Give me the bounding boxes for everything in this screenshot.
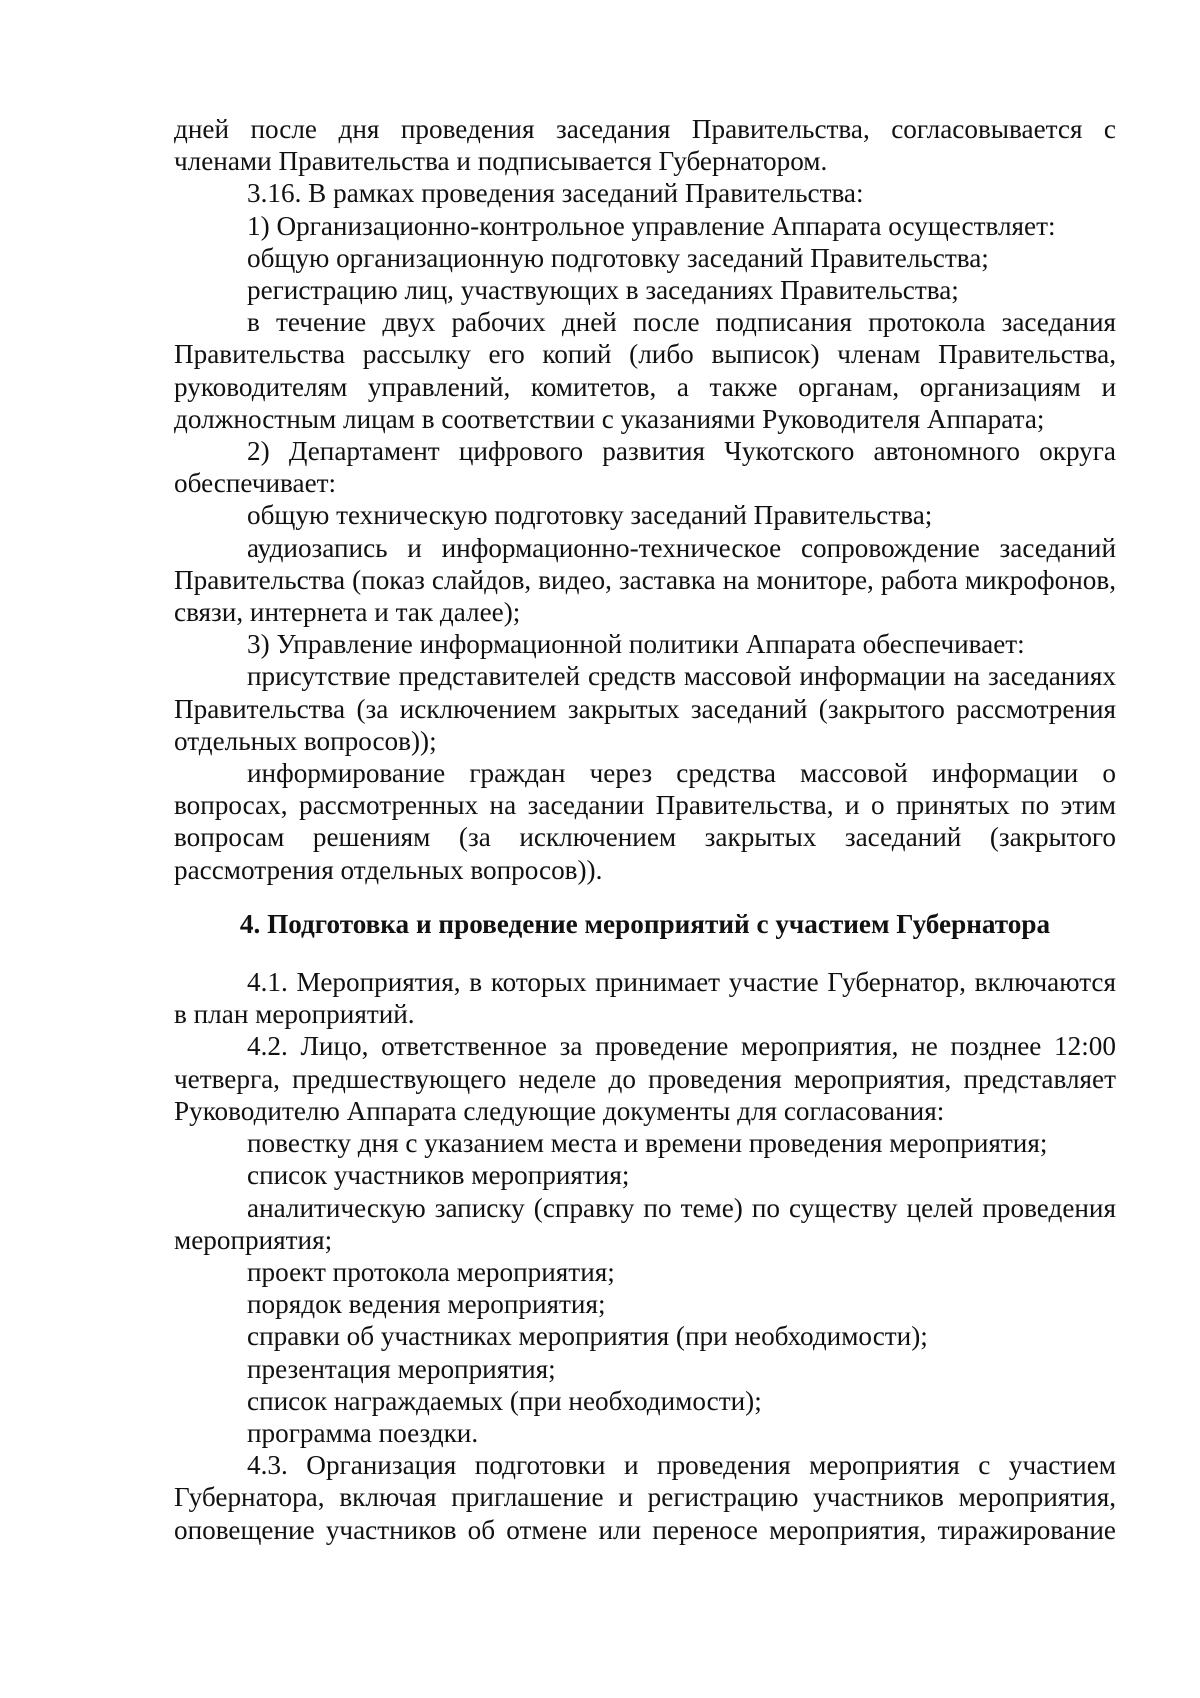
list-item-procedure: порядок ведения мероприятия;	[247, 1289, 606, 1320]
paragraph-item-3-b: информирование граждан через средства массовой информации о вопросах, рассмотренных на заседании Правительства, и о принятых по этим вопросам решениям (за исключением закрытых заседаний (закрытого рассмотрения отдельных вопросов)).	[174, 758, 1116, 885]
paragraph-item-3-a: присутствие представителей средств массовой информации на заседаниях Правительства (за исключением закрытых заседаний (закрытого рассмотрения отдельных вопросов));	[174, 661, 1116, 756]
list-item-agenda: повестку дня с указанием места и времени проведения мероприятия;	[247, 1128, 1048, 1159]
list-item-protocol-draft: проект протокола мероприятия;	[247, 1256, 615, 1287]
section-heading: 4. Подготовка и проведение мероприятий с участием Губернатора	[239, 908, 1051, 939]
paragraph-item-1-a: общую организационную подготовку заседаний Правительства;	[247, 242, 989, 273]
paragraph-3-16: 3.16. В рамках проведения заседаний Правительства:	[247, 178, 864, 209]
paragraph-item-2-b: аудиозапись и информационно-техническое сопровождение заседаний Правительства (показ слайдов, видео, заставка на мониторе, работа микрофонов, связи, интернета и так далее);	[174, 532, 1116, 628]
paragraph-item-1-b: регистрацию лиц, участвующих в заседаниях Правительства;	[247, 275, 959, 306]
paragraph-4-1: 4.1. Мероприятия, в которых принимает участие Губернатор, включаются в план мероприятий.	[174, 967, 1116, 1030]
paragraph-4-3: 4.3. Организация подготовки и проведения мероприятия с участием Губернатора, включая приглашение и регистрацию участников мероприятия, оповещение участников об отмене или переносе мероприятия, тиражирование	[174, 1450, 1116, 1545]
list-item-participant-info: справки об участниках мероприятия (при необходимости);	[247, 1321, 928, 1352]
list-item-analytical-note: аналитическую записку (справку по теме) по существу целей проведения мероприятия;	[174, 1192, 1116, 1255]
paragraph-item-3: 3) Управление информационной политики Аппарата обеспечивает:	[247, 629, 1025, 660]
paragraph-item-2: 2) Департамент цифрового развития Чукотского автономного округа обеспечивает:	[174, 436, 1116, 499]
paragraph-item-1-c: в течение двух рабочих дней после подписания протокола заседания Правительства рассылку его копий (либо выписок) членам Правительства, руководителям управлений, комитетов, а также органам, организациям и должностным лицам в соответствии с указаниями Руководителя Аппарата;	[174, 307, 1116, 434]
paragraph-continuation: дней после дня проведения заседания Правительства, согласовывается с членами Правительства и подписывается Губернатором.	[174, 114, 1116, 177]
list-item-awardees: список награждаемых (при необходимости);	[247, 1385, 762, 1416]
list-item-presentation: презентация мероприятия;	[247, 1353, 556, 1384]
paragraph-item-1: 1) Организационно-контрольное управление Аппарата осуществляет:	[247, 210, 1056, 241]
document-page	[174, 113, 1116, 1546]
paragraph-4-2: 4.2. Лицо, ответственное за проведение мероприятия, не позднее 12:00 четверга, предшествующего неделе до проведения мероприятия, представляет Руководителю Аппарата следующие документы для согласования:	[174, 1031, 1116, 1126]
list-item-trip-program: программа поездки.	[247, 1417, 479, 1448]
list-item-participants: список участников мероприятия;	[247, 1160, 630, 1191]
paragraph-item-2-a: общую техническую подготовку заседаний Правительства;	[247, 500, 933, 531]
